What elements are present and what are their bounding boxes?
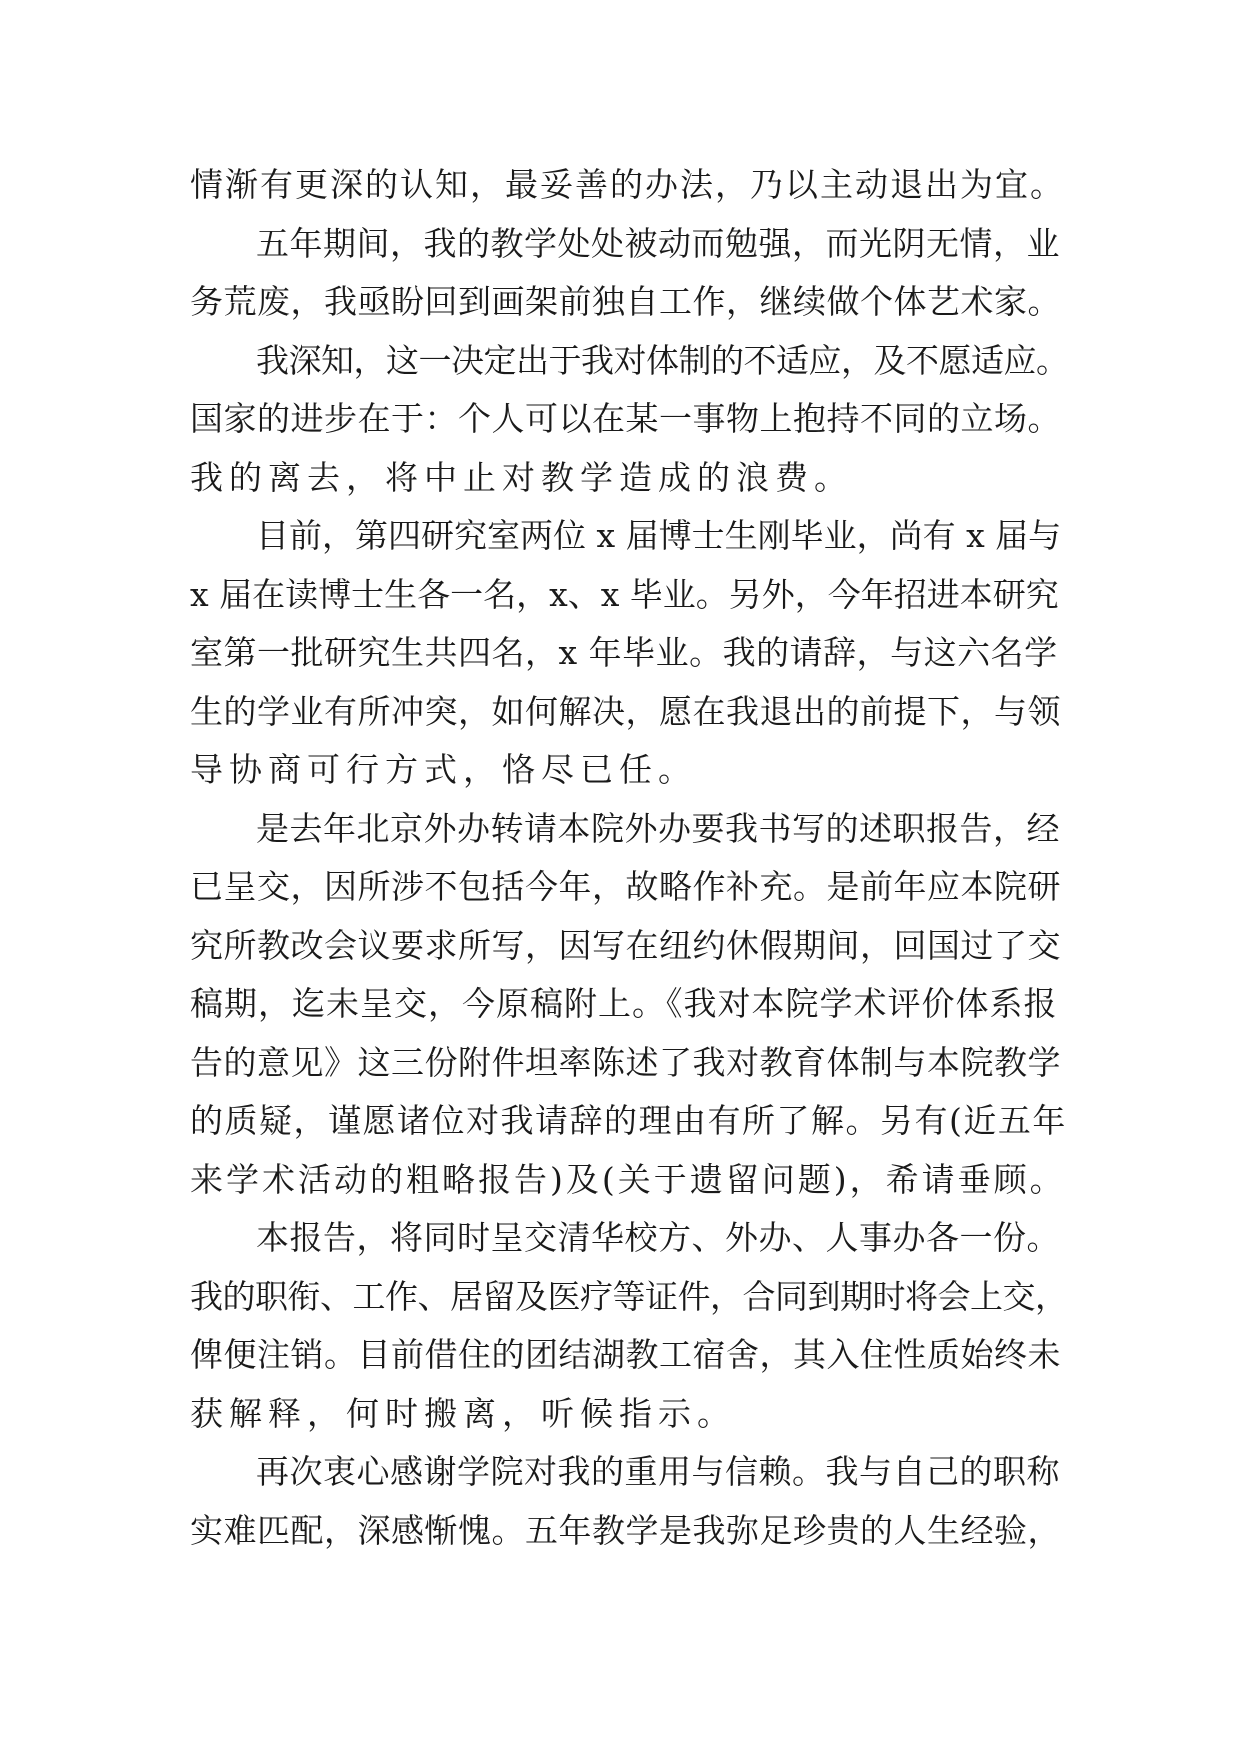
text-line: 告的意见》这三份附件坦率陈述了我对教育体制与本院教学 [190, 1042, 1061, 1082]
text-line: 稿期，迄未呈交，今原稿附上。《我对本院学术评价体系报 [190, 984, 1058, 1023]
text-line: 导协商可行方式，恪尽已任。 [190, 750, 697, 789]
text-line: 我的职衔、工作、居留及医疗等证件，合同到期时将会上交， [190, 1276, 1068, 1316]
text-line: 情渐有更深的认知，最妥善的办法，乃以主动退出为宜。 [190, 165, 1065, 204]
text-line: 五年期间，我的教学处处被动而勉强，而光阴无情，业 [256, 223, 1060, 263]
text-line: 来学术活动的粗略报告)及(关于遗留问题)，希请垂顾。 [190, 1159, 1066, 1199]
text-line: 的质疑，谨愿诸位对我请辞的理由有所了解。另有(近五年 [190, 1101, 1067, 1140]
text-line: 是去年北京外办转请本院外办要我书写的述职报告，经 [256, 808, 1060, 848]
text-line: 本报告，将同时呈交清华校方、外办、人事办各一份。 [256, 1218, 1060, 1257]
text-line: 俾便注销。目前借住的团结湖教工宿舍，其入住性质始终未 [190, 1335, 1061, 1374]
text-line: 务荒废，我亟盼回到画架前独自工作，继续做个体艺术家。 [190, 282, 1061, 321]
text-line: x 届在读博士生各一名，x、x 毕业。另外，今年招进本研究 [190, 574, 1059, 614]
text-line: 再次衷心感谢学院对我的重用与信赖。我与自己的职称 [256, 1452, 1060, 1491]
text-line: 我深知，这一决定出于我对体制的不适应，及不愿适应。 [256, 340, 1069, 380]
text-line: 目前，第四研究室两位 x 届博士生刚毕业，尚有 x 届与 [256, 516, 1062, 555]
text-line: 生的学业有所冲突，如何解决，愿在我退出的前提下，与领 [190, 691, 1061, 731]
text-line: 我的离去，将中止对教学造成的浪费。 [190, 457, 853, 497]
text-line: 室第一批研究生共四名，x 年毕业。我的请辞，与这六名学 [190, 633, 1058, 672]
text-line: 已呈交，因所涉不包括今年，故略作补充。是前年应本院研 [190, 867, 1061, 906]
text-line: 究所教改会议要求所写，因写在纽约休假期间，回国过了交 [190, 925, 1061, 965]
text-line: 国家的进步在于：个人可以在某一事物上抱持不同的立场。 [190, 399, 1061, 438]
text-line: 获解释，何时搬离，听候指示。 [190, 1393, 736, 1433]
text-line: 实难匹配，深感惭愧。五年教学是我弥足珍贵的人生经验， [190, 1510, 1061, 1550]
document-body [190, 156, 1070, 1560]
